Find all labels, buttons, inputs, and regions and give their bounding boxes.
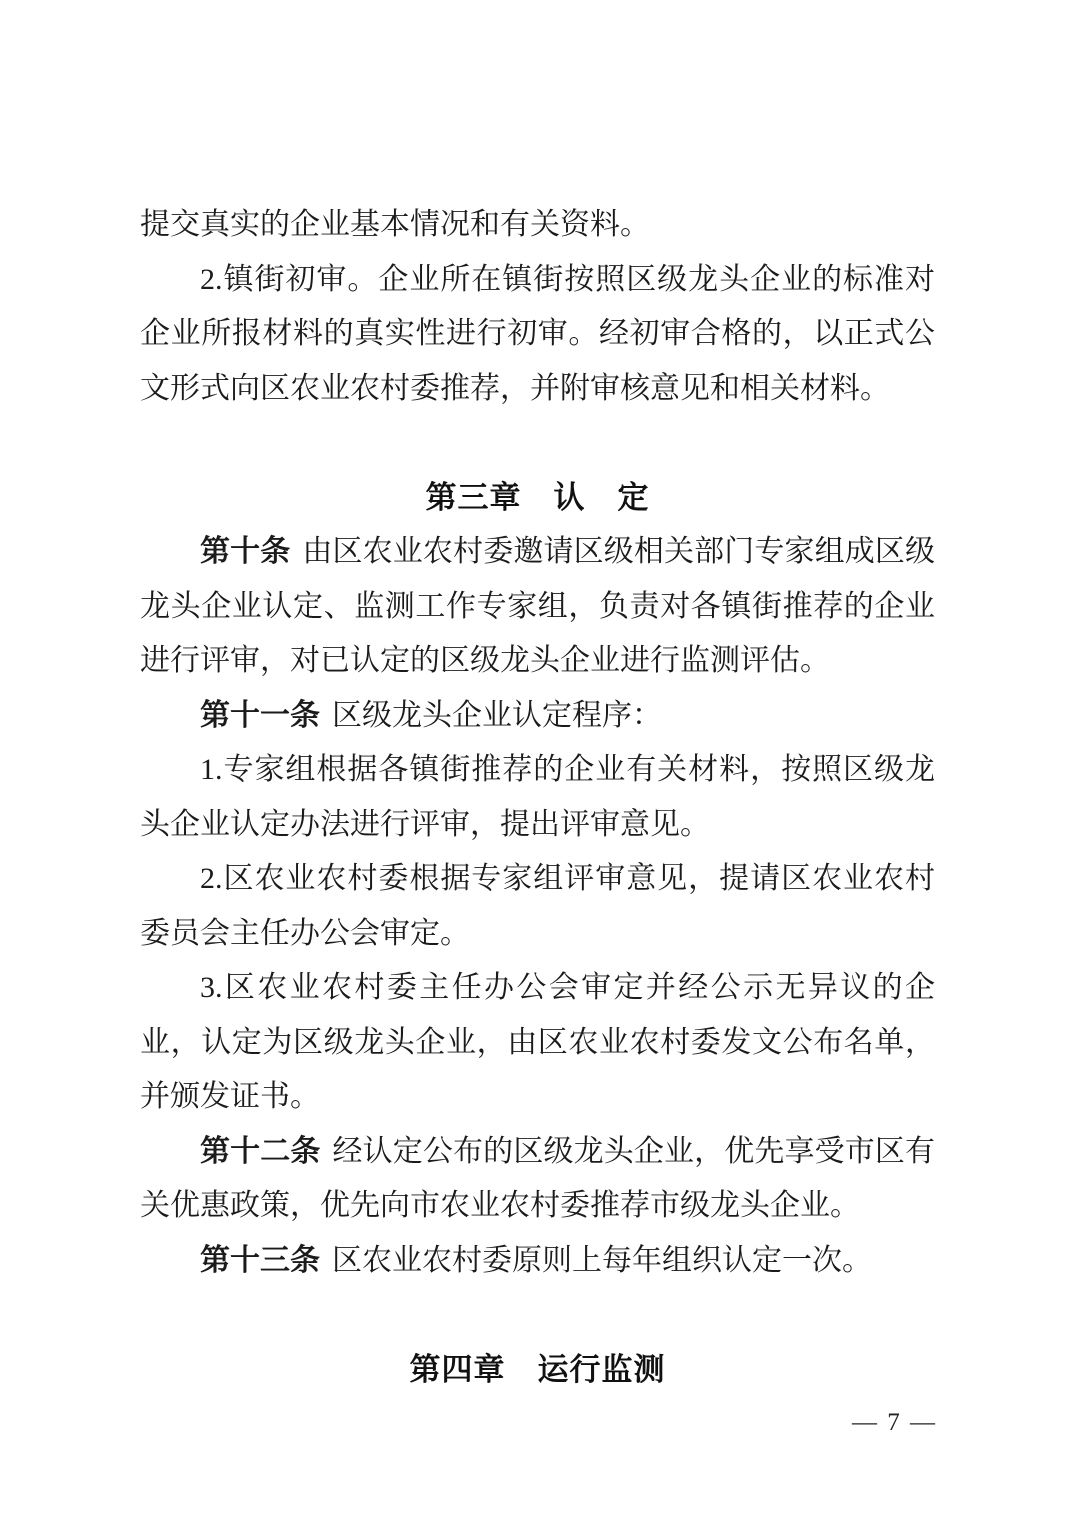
- chapter-heading-4: 第四章 运行监测: [409, 1351, 666, 1387]
- paragraph-text: 由区农业农村委邀请区级相关部门专家组成区级龙头企业认定、监测工作专家组，负责对各镇街推荐的企业进行评审，对已认定的区级龙头企业进行监测评估。: [140, 535, 936, 677]
- article-label: 第十二条: [200, 1134, 321, 1168]
- paragraph-article-13: [140, 1234, 935, 1289]
- paragraph-text: 经认定公布的区级龙头企业，优先享受市区有关优惠政策，优先向市农业农村委推荐市级龙头企业。: [140, 1134, 936, 1222]
- paragraph-item-3: [140, 961, 935, 1125]
- chapter-heading-3: 第三章 认 定: [425, 479, 650, 515]
- article-label: 第十三条: [200, 1243, 320, 1277]
- paragraph-text: 提交真实的企业基本情况和有关资料。: [140, 208, 650, 241]
- paragraph-article-10: [140, 525, 935, 689]
- paragraph-item-2: [140, 253, 935, 417]
- document-body: [140, 198, 935, 1397]
- paragraph-text: 2.区农业农村委根据专家组评审意见，提请区农业农村委员会主任办公会审定。: [140, 862, 935, 950]
- paragraph-article-11: [140, 689, 935, 744]
- paragraph-text: 3.区农业农村委主任办公会审定并经公示无异议的企业，认定为区级龙头企业，由区农业农村委发文公布名单，并颁发证书。: [140, 971, 935, 1113]
- article-label: 第十一条: [200, 698, 320, 732]
- article-label: 第十条: [200, 535, 291, 568]
- paragraph-article-12: [140, 1125, 935, 1234]
- paragraph-text: 2.镇街初审。企业所在镇街按照区级龙头企业的标准对企业所报材料的真实性进行初审。经初审合格的，以正式公文形式向区农业农村委推荐，并附审核意见和相关材料。: [140, 262, 935, 405]
- paragraph-item-1: [140, 743, 935, 852]
- page-number: — 7 —: [852, 1409, 937, 1436]
- paragraph-text: 1.专家组根据各镇街推荐的企业有关材料，按照区级龙头企业认定办法进行评审，提出评审意见。: [140, 753, 935, 841]
- paragraph-continuation: [140, 198, 935, 253]
- paragraph-text: 区农业农村委原则上每年组织认定一次。: [332, 1243, 872, 1277]
- paragraph-text: 区级龙头企业认定程序：: [332, 698, 662, 732]
- paragraph-item-2b: [140, 852, 935, 961]
